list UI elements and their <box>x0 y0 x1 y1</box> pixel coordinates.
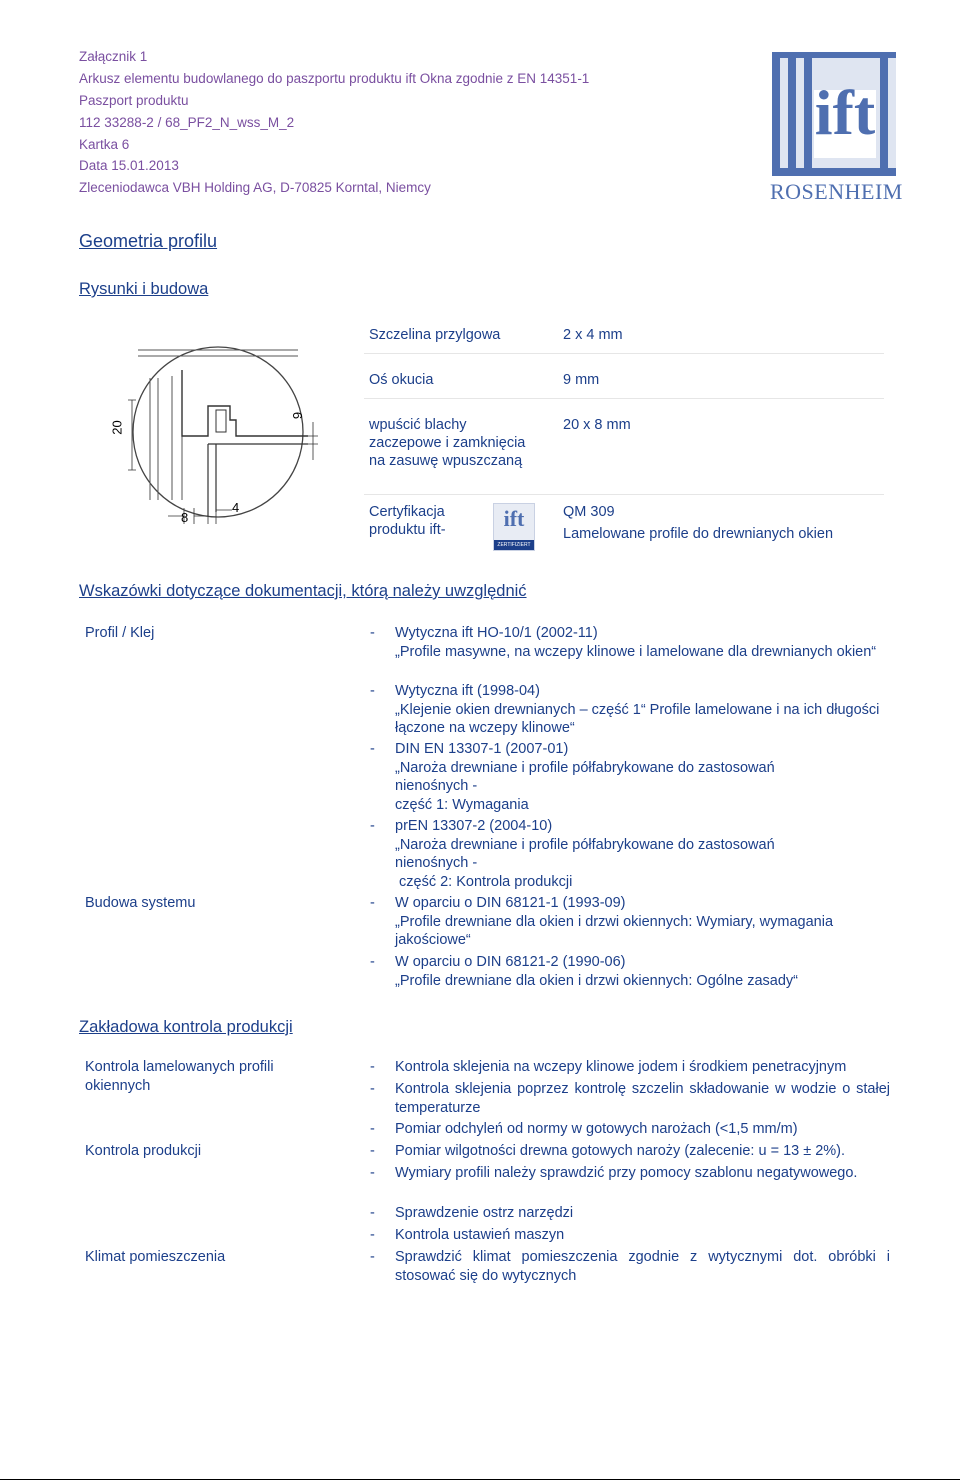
cert-label: Certyfikacja produktu ift- <box>369 504 446 538</box>
header-line-2: Arkusz elementu budowlanego do paszportu produktu ift Okna zgodnie z EN 14351-1 <box>79 71 590 86</box>
control-item-text: Pomiar wilgotności drewna gotowych naroży (zalecenie: u = 13 ± 2%). <box>395 1143 846 1159</box>
control-item-text: Kontrola sklejenia na wczepy klinowe jodem i środkiem penetracyjnym <box>395 1059 847 1075</box>
header-line-1: Załącznik 1 <box>79 49 148 64</box>
list-dash: - <box>370 895 375 911</box>
doc-item <box>370 624 890 661</box>
dimension-20: 20 <box>109 420 125 435</box>
header-line-5: Kartka 6 <box>79 137 130 152</box>
list-dash: - <box>370 1205 375 1221</box>
list-dash: - <box>370 1059 375 1075</box>
section-title-geometry: Geometria profilu <box>79 231 218 251</box>
control-item <box>370 1120 890 1139</box>
dimension-8: 8 <box>181 510 189 525</box>
control-item-text: Sprawdzić klimat pomieszczenia zgodnie z wytycznymi dot. obróbki i stosować się do wytycznych <box>395 1249 890 1284</box>
table-divider <box>364 398 884 399</box>
list-dash: - <box>370 625 375 641</box>
list-dash: - <box>370 1249 375 1265</box>
control-item-text: Sprawdzenie ostrz narzędzi <box>395 1205 574 1221</box>
section-title-drawings: Rysunki i budowa <box>79 280 209 298</box>
list-dash: - <box>370 741 375 757</box>
badge-logo-text: ift <box>503 506 525 531</box>
doc-item-description: „Klejenie okien drewnianych – część 1“ Profile lamelowane i na ich długości łączone na wczepy klinowe“ <box>395 701 880 736</box>
cert-value-description: Lamelowane profile do drewnianych okien <box>563 526 834 542</box>
list-dash: - <box>370 954 375 970</box>
list-dash: - <box>370 1121 375 1137</box>
ift-certified-badge <box>493 503 535 551</box>
list-dash: - <box>370 1081 375 1097</box>
doc-item-title: Wytyczna ift HO-10/1 (2002-11) <box>395 625 598 641</box>
doc-item-description: „Naroża drewniane i profile półfabrykowane do zastosowań nienośnych - <box>395 836 775 871</box>
section-title-documentation: Wskazówki dotyczące dokumentacji, którą należy uwzględnić <box>79 582 527 600</box>
doc-item-title: DIN EN 13307-1 (2007-01) <box>395 741 569 757</box>
control-item <box>370 1142 890 1161</box>
control-group-label: Kontrola produkcji <box>85 1143 202 1159</box>
control-item-text: Kontrola sklejenia poprzez kontrolę szczelin składowanie w wodzie o stałej temperaturze <box>395 1081 890 1116</box>
control-item <box>370 1226 890 1245</box>
list-dash: - <box>370 818 375 834</box>
control-item <box>370 1080 890 1117</box>
control-group-label: Kontrola lamelowanych profili okiennych <box>85 1059 274 1094</box>
section-title-production-control: Zakładowa kontrola produkcji <box>79 1018 293 1036</box>
doc-item-description: „Naroża drewniane i profile półfabrykowane do zastosowań nienośnych - <box>395 759 775 794</box>
doc-item <box>370 817 890 891</box>
badge-sub-text: ZERTIFIZIERT <box>494 540 534 550</box>
doc-item-description: „Profile drewniane dla okien i drzwi okiennych: Wymiary, wymagania jakościowe“ <box>395 913 834 948</box>
control-item <box>370 1058 890 1077</box>
table-divider <box>364 494 884 495</box>
header-line-6: Data 15.01.2013 <box>79 158 179 173</box>
footer-divider <box>0 1479 960 1480</box>
dimension-9: 9 <box>290 411 306 420</box>
header-line-7: Zleceniodawca VBH Holding AG, D-70825 Korntal, Niemcy <box>79 180 431 195</box>
param-label-rebate-gap: Szczelina przylgowa <box>369 327 501 343</box>
doc-item <box>370 953 890 990</box>
param-label-strike-plates: wpuścić blachy zaczepowe i zamknięcia na zasuwę wpuszczaną <box>369 417 526 469</box>
control-item-text: Wymiary profili należy sprawdzić przy pomocy szablonu negatywowego. <box>395 1165 858 1181</box>
doc-item-part: część 1: Wymagania <box>395 796 529 813</box>
control-item-text: Pomiar odchyleń od normy w gotowych narożach (<1,5 mm/m) <box>395 1121 798 1137</box>
doc-item-description: „Profile drewniane dla okien i drzwi okiennych: Ogólne zasady“ <box>395 972 798 989</box>
doc-item-title: Wytyczna ift (1998-04) <box>395 683 540 699</box>
list-dash: - <box>370 1143 375 1159</box>
doc-item-title: prEN 13307-2 (2004-10) <box>395 818 553 834</box>
doc-item-part: część 2: Kontrola produkcji <box>395 873 573 890</box>
control-group-label: Klimat pomieszczenia <box>85 1249 226 1265</box>
doc-item-title: W oparciu o DIN 68121-2 (1990-06) <box>395 954 626 970</box>
cert-value-code: QM 309 <box>563 504 615 520</box>
budowa-systemu-label: Budowa systemu <box>85 895 196 911</box>
profile-drawing-svg <box>108 340 328 540</box>
profile-drawing <box>108 340 328 540</box>
profil-klej-label: Profil / Klej <box>85 625 155 641</box>
list-dash: - <box>370 683 375 699</box>
param-value-rebate-gap: 2 x 4 mm <box>563 327 623 343</box>
param-value-strike-plates: 20 x 8 mm <box>563 417 631 433</box>
dimension-4: 4 <box>232 500 240 515</box>
doc-item <box>370 894 890 950</box>
doc-item-description: „Profile masywne, na wczepy klinowe i lamelowane dla drewnianych okien“ <box>395 643 877 660</box>
table-divider <box>364 353 884 354</box>
header-line-3: Paszport produktu <box>79 93 189 108</box>
doc-item <box>370 682 890 738</box>
list-dash: - <box>370 1165 375 1181</box>
logo-text: ift <box>814 77 876 148</box>
logo-subtitle: ROSENHEIM <box>770 179 903 204</box>
doc-item <box>370 740 890 814</box>
header-line-4: 112 33288-2 / 68_PF2_N_wss_M_2 <box>79 115 295 130</box>
control-item <box>370 1204 890 1223</box>
list-dash: - <box>370 1227 375 1243</box>
control-item <box>370 1248 890 1285</box>
doc-item-title: W oparciu o DIN 68121-1 (1993-09) <box>395 895 626 911</box>
control-item-text: Kontrola ustawień maszyn <box>395 1227 565 1243</box>
param-label-hardware-axis: Oś okucia <box>369 372 434 388</box>
ift-rosenheim-logo <box>770 50 903 208</box>
param-value-hardware-axis: 9 mm <box>563 372 600 388</box>
control-item <box>370 1164 890 1183</box>
